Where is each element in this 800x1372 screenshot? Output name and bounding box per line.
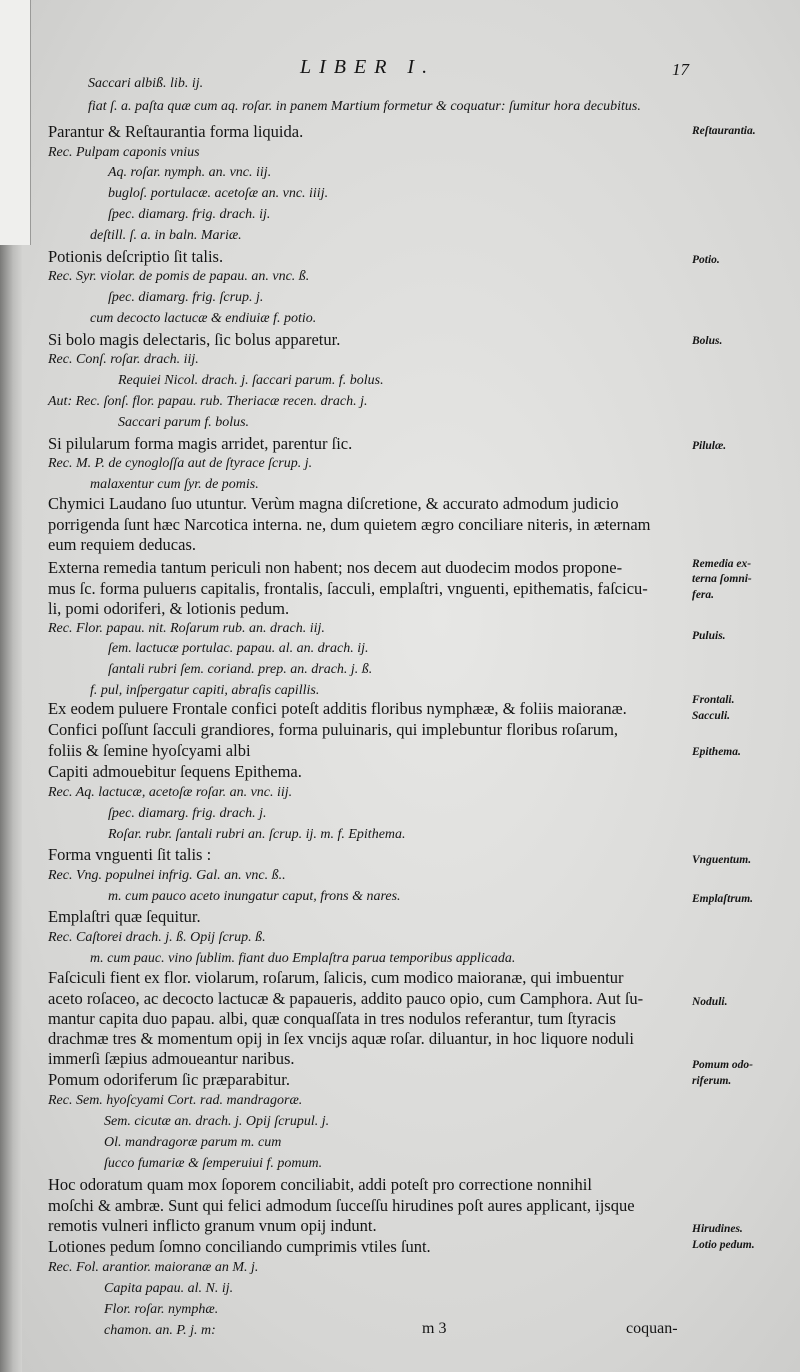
marginal-note: riferum. (692, 1075, 732, 1087)
recipe-line: Saccari albiß. lib. ij. (88, 76, 204, 91)
catchword: coquan- (626, 1320, 678, 1337)
text-line: Potionis deſcriptio ſit talis. (48, 247, 224, 266)
recipe-line: cum decocto lactucæ & endiuiæ f. potio. (90, 311, 317, 326)
text-line: Si bolo magis delectaris, ſic bolus apparetur. (48, 330, 341, 349)
text-line: Pomum odoriferum ſic præparabitur. (48, 1070, 290, 1089)
text-line: Forma vnguenti ſit talis : (48, 845, 212, 864)
text-line: immerſi ſæpius admoueantur naribus. (48, 1049, 295, 1068)
text-line: mus ſc. forma puluerıs capitalis, frontalis, ſacculi, emplaſtri, vnguenti, epithematis, faſcicu- (48, 579, 648, 598)
marginal-note: Vnguentum. (692, 854, 752, 866)
text-line: Hoc odoratum quam mox ſoporem conciliabit, addi poteſt pro correctione nonnihil (48, 1175, 592, 1194)
recipe-line: Rec. Fol. arantior. maioranæ an M. j. (48, 1260, 259, 1275)
marginal-note: Hirudines. (692, 1223, 743, 1235)
recipe-line: Ol. mandragoræ parum m. cum (104, 1135, 282, 1150)
text-line: aceto roſaceo, ac decocto lactucæ & papaueris, addito pauco opio, cum Camphora. Aut ſu- (48, 989, 644, 1008)
recipe-line: ſucco fumariæ & ſemperuiui f. pomum. (104, 1156, 323, 1171)
marginal-note: Remedia ex- (692, 558, 752, 570)
recipe-line: malaxentur cum ſyr. de pomis. (90, 477, 259, 492)
paper-tab (0, 0, 31, 245)
text-line: porrigenda ſunt hæc Narcotica interna. ne, dum quietem ægro conciliare niteris, in æternam (48, 515, 651, 534)
text-line: foliis & ſemine hyoſcyami albi (48, 741, 251, 760)
marginal-note: Bolus. (692, 335, 723, 347)
recipe-line: Aut: Rec. ſonſ. flor. papau. rub. Theriacæ recen. drach. j. (48, 394, 368, 409)
text-line: Lotiones pedum ſomno conciliando cumprimis vtiles ſunt. (48, 1237, 431, 1256)
recipe-line: ſpec. diamarg. frig. drach. ij. (108, 207, 271, 222)
recipe-line: Rec. Pulpam caponis vnius (48, 145, 200, 160)
text-line: Externa remedia tantum periculi non habent; nos decem aut duodecim modos propone- (48, 558, 623, 577)
recipe-line: Capita papau. al. N. ij. (104, 1281, 234, 1296)
recipe-line: Sem. cicutæ an. drach. j. Opij ſcrupul. j. (104, 1114, 330, 1129)
recipe-line: Aq. roſar. nymph. an. vnc. iij. (108, 165, 272, 180)
text-line: mantur capita duo papau. albi, quæ conquaſſata in tres nodulos referantur, tum ſtyracis (48, 1009, 616, 1028)
recipe-line: Rec. Aq. lactucæ, acetoſæ roſar. an. vnc. iij. (48, 785, 293, 800)
marginal-note: Reſtaurantia. (692, 125, 756, 137)
text-line: moſchi & ambræ. Sunt qui felici admodum ſucceſſu hirudines poſt aures applicant, ijsque (48, 1196, 635, 1215)
marginal-note: Potio. (692, 254, 720, 266)
text-line: Confici poſſunt ſacculi grandiores, forma puluinaris, qui implebuntur floribus roſarum, (48, 720, 619, 739)
recipe-line: Roſar. rubr. ſantali rubri an. ſcrup. ij. m. f. Epithema. (108, 827, 406, 842)
recipe-line: Flor. roſar. nymphæ. (104, 1302, 219, 1317)
recipe-line: Saccari parum f. bolus. (118, 415, 250, 430)
recipe-line: f. pul, inſpergatur capiti, abraſis capillis. (90, 683, 320, 698)
marginal-note: Epithema. (692, 746, 741, 758)
marginal-note: Pomum odo- (692, 1059, 754, 1071)
recipe-line: fiat ſ. a. paſta quæ cum aq. roſar. in panem Martium formetur & coquatur: ſumitur hora decubitus. (88, 99, 641, 114)
recipe-line: Requiei Nicol. drach. j. ſaccari parum. f. bolus. (118, 373, 384, 388)
recipe-line: bugloſ. portulacæ. acetoſæ an. vnc. iiij. (108, 186, 329, 201)
text-line: Si pilularum forma magis arridet, parentur ſic. (48, 434, 353, 453)
recipe-line: Rec. Caſtorei drach. j. ß. Opij ſcrup. ß. (48, 930, 266, 945)
marginal-note: Puluis. (692, 630, 726, 642)
marginal-note: Sacculi. (692, 710, 731, 722)
recipe-line: ſem. lactucæ portulac. papau. al. an. drach. ij. (108, 641, 369, 656)
recipe-line: ſpec. diamarg. frig. ſcrup. j. (108, 290, 264, 305)
running-header: LIBER I. (300, 56, 436, 78)
recipe-line: chamon. an. P. j. m: (104, 1323, 216, 1338)
recipe-line: m. cum pauco aceto inungatur caput, frons & nares. (108, 889, 401, 904)
marginal-note: fera. (692, 589, 715, 601)
text-line: li, pomi odoriferi, & lotionis pedum. (48, 599, 290, 618)
marginal-note: Emplaſtrum. (692, 893, 754, 905)
text-line: Capiti admouebitur ſequens Epithema. (48, 762, 302, 781)
marginal-note: Noduli. (692, 996, 728, 1008)
marginal-note: Pilulæ. (692, 440, 727, 452)
recipe-line: Rec. Sem. hyoſcyami Cort. rad. mandragoræ. (48, 1093, 303, 1108)
marginal-note: Lotio pedum. (692, 1239, 755, 1251)
text-line: Faſciculi fient ex flor. violarum, roſarum, ſalicis, cum modico maioranæ, qui imbuentur (48, 968, 624, 987)
recipe-line: Rec. Flor. papau. nit. Roſarum rub. an. drach. iij. (48, 621, 325, 636)
recipe-line: ſpec. diamarg. frig. drach. j. (108, 806, 267, 821)
text-line: eum requiem deducas. (48, 535, 196, 554)
recipe-line: m. cum pauc. vino ſublim. fiant duo Emplaſtra parua temporibus applicada. (90, 951, 516, 966)
recipe-line: Rec. Vng. populnei infrig. Gal. an. vnc. ß.. (48, 868, 286, 883)
recipe-line: ſantali rubri ſem. coriand. prep. an. drach. j. ß. (108, 662, 373, 677)
recipe-line: Rec. Conſ. roſar. drach. iij. (48, 352, 199, 367)
page-number: 17 (672, 60, 689, 79)
recipe-line: deſtill. ſ. a. in baln. Mariæ. (90, 228, 242, 243)
text-line: Emplaſtri quæ ſequitur. (48, 907, 201, 926)
signature-mark: m 3 (422, 1320, 447, 1337)
text-line: drachmæ tres & momentum opij in ſex vncijs aquæ roſar. diluantur, in hoc liquore noduli (48, 1029, 634, 1048)
text-line: Ex eodem puluere Frontale confici poteſt additis floribus nymphææ, & foliis maioranæ. (48, 699, 627, 718)
text-line: remotis vulneri inflicto granum vnum opij indunt. (48, 1216, 377, 1235)
text-line: Parantur & Reſtaurantia forma liquida. (48, 122, 304, 141)
text-line: Chymici Laudano ſuo utuntur. Verùm magna diſcretione, & accurato admodum judicio (48, 494, 619, 513)
marginal-note: Frontali. (692, 694, 735, 706)
recipe-line: Rec. M. P. de cynogloſſa aut de ſtyrace ſcrup. j. (48, 456, 313, 471)
marginal-note: terna ſomni- (692, 573, 752, 585)
recipe-line: Rec. Syr. violar. de pomis de papau. an. vnc. ß. (48, 269, 310, 284)
